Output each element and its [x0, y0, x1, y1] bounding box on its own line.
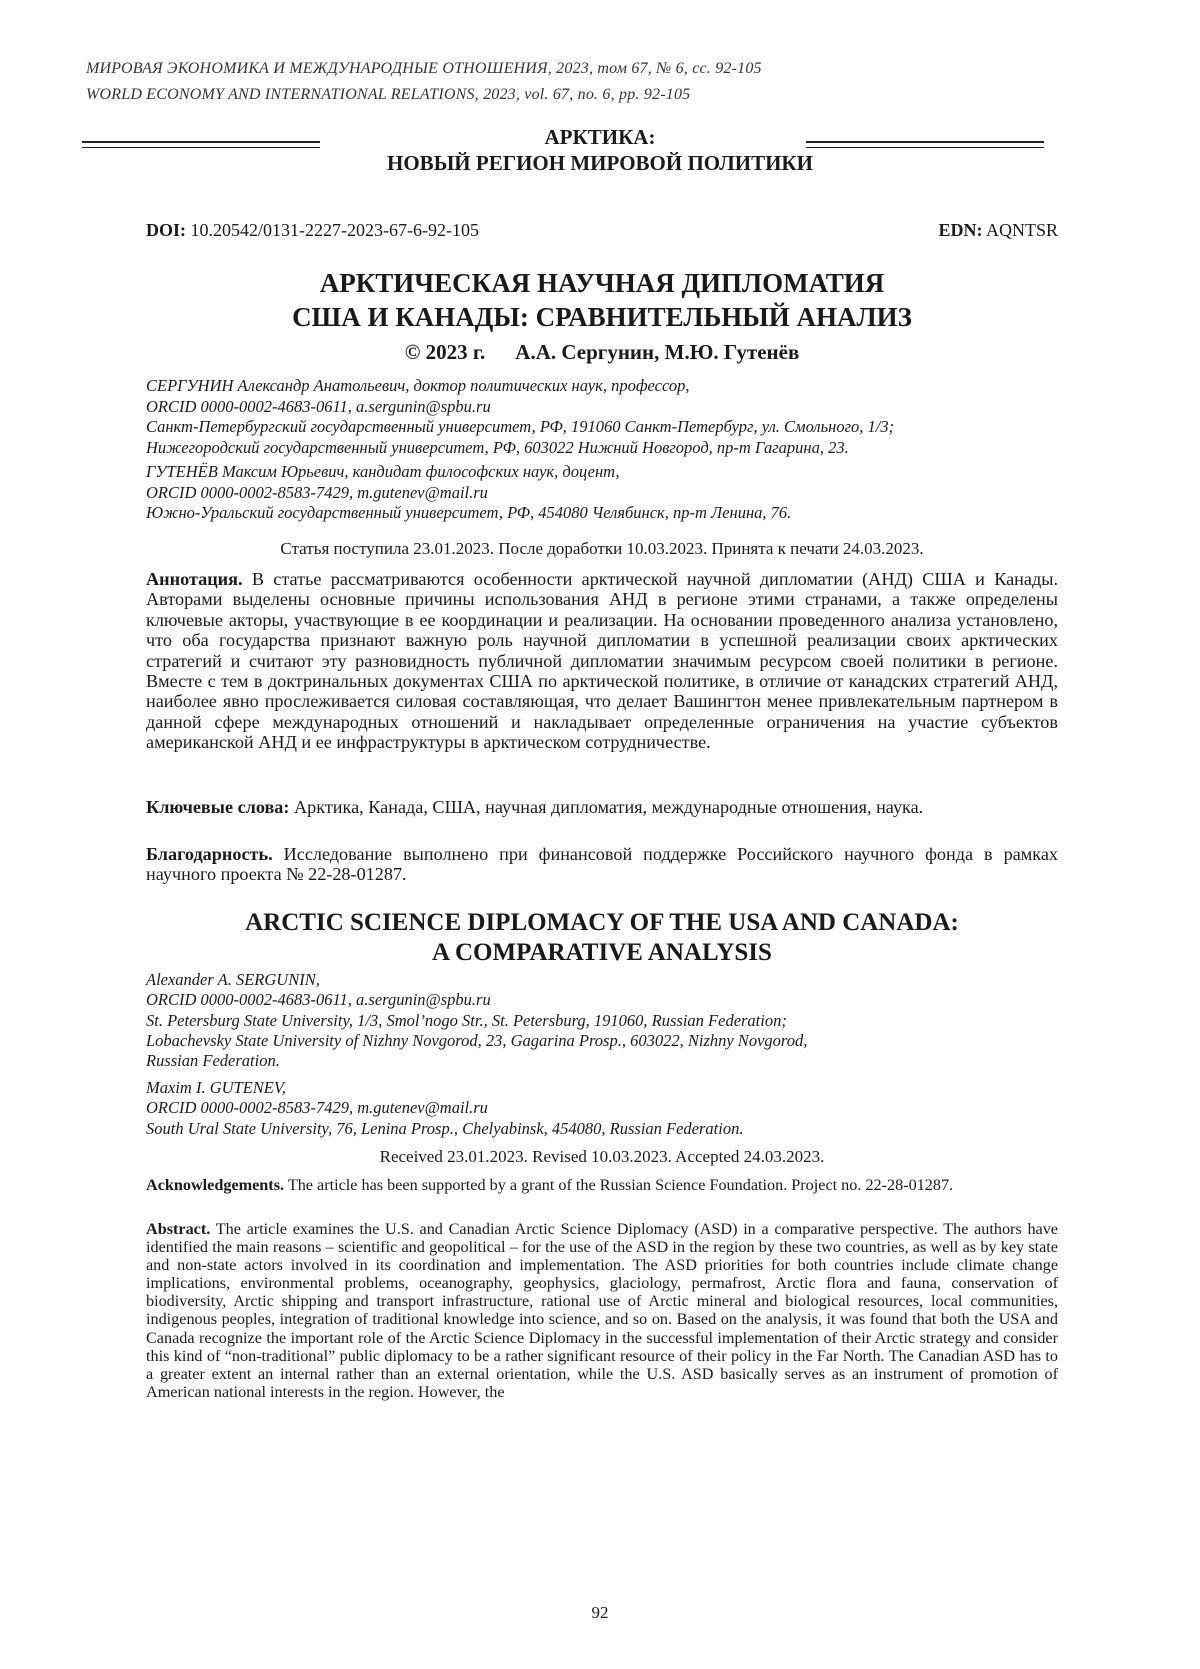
author1-info-ru	[146, 376, 1058, 458]
submission-dates-ru: Статья поступила 23.01.2023. После доработки 10.03.2023. Принята к печати 24.03.2023.	[280, 539, 924, 558]
journal-citation-en: WORLD ECONOMY AND INTERNATIONAL RELATIONS, 2023, vol. 67, no. 6, pp. 92-105	[86, 86, 691, 103]
author2-info-en	[146, 1078, 1058, 1139]
acknowledgement-ru-text: Исследование выполнено при финансовой поддержке Российского научного фонда в рамках научного проекта № 22-28-01287.	[146, 844, 1058, 885]
acknowledgement-ru	[146, 844, 1058, 885]
keywords-ru-text: Арктика, Канада, США, научная дипломатия, международные отношения, наука.	[294, 797, 924, 817]
acknowledgement-en	[146, 1176, 1058, 1194]
doi-value: 10.20542/0131-2227-2023-67-6-92-105	[190, 220, 479, 240]
author1-en-orcid: ORCID 0000-0002-4683-0611, a.sergunin@spbu.ru	[146, 990, 491, 1010]
author1-ru-orcid: ORCID 0000-0002-4683-0611, a.sergunin@spbu.ru	[146, 396, 491, 416]
author1-en-name: Alexander A. SERGUNIN,	[146, 970, 320, 989]
keywords-ru	[146, 797, 1058, 817]
keywords-ru-label: Ключевые слова:	[146, 797, 290, 817]
page-number: 92	[591, 1603, 609, 1622]
acknowledgement-en-text: The article has been supported by a grant of the Russian Science Foundation. Project no. 22-28-01287.	[287, 1176, 954, 1194]
edn-value: AQNTSR	[985, 220, 1058, 240]
author2-en-affiliation: South Ural State University, 76, Lenina Prosp., Chelyabinsk, 454080, Russian Federation.	[146, 1118, 744, 1138]
author1-ru-name: СЕРГУНИН Александр Анатольевич, доктор политических наук, профессор,	[146, 376, 690, 395]
doi-label: DOI:	[146, 220, 186, 240]
acknowledgement-en-label: Acknowledgements.	[146, 1176, 285, 1194]
abstract-en	[146, 1220, 1058, 1401]
author1-en-affiliation1: St. Petersburg State University, 1/3, Smol’nogo Str., St. Petersburg, 191060, Russian Federation;	[146, 1010, 787, 1030]
identifiers-row	[146, 220, 1058, 241]
author2-ru-name: ГУТЕНЁВ Максим Юрьевич, кандидат философских наук, доцент,	[146, 462, 620, 481]
abstract-ru	[146, 569, 1058, 753]
edn-label: EDN:	[938, 220, 983, 240]
article-title-ru	[146, 266, 1058, 334]
article-title-en-line2: A COMPARATIVE ANALYSIS	[432, 939, 772, 966]
author1-en-affiliation2-cont: Russian Federation.	[146, 1051, 280, 1071]
section-title-line1: АРКТИКА:	[544, 125, 656, 149]
author2-info-ru	[146, 462, 1058, 524]
copyright-year: © 2023 г.	[404, 340, 486, 364]
author2-en-orcid: ORCID 0000-0002-8583-7429, m.gutenev@mail.ru	[146, 1098, 488, 1118]
submission-dates-en: Received 23.01.2023. Revised 10.03.2023. Accepted 24.03.2023.	[379, 1147, 825, 1166]
authors-line-ru	[146, 340, 1058, 365]
author1-ru-affiliation1: Санкт-Петербургский государственный университет, РФ, 191060 Санкт-Петербург, ул. Смольного, 1/3;	[146, 417, 895, 436]
author1-ru-affiliation2: Нижегородский государственный университет, РФ, 603022 Нижний Новгород, пр-т Гагарина, 23.	[146, 437, 849, 457]
author-names-ru: А.А. Сергунин, М.Ю. Гутенёв	[515, 340, 800, 364]
author1-en-affiliation2: Lobachevsky State University of Nizhny Novgorod, 23, Gagarina Prosp., 603022, Nizhny Novgorod,	[146, 1030, 808, 1050]
article-title-ru-line1: АРКТИЧЕСКАЯ НАУЧНАЯ ДИПЛОМАТИЯ	[319, 268, 885, 298]
abstract-ru-label: Аннотация.	[146, 569, 243, 589]
abstract-en-label: Abstract.	[146, 1220, 211, 1238]
author2-en-name: Maxim I. GUTENEV,	[146, 1078, 286, 1097]
section-rule-left	[82, 141, 320, 149]
section-title	[340, 124, 860, 176]
author2-ru-orcid: ORCID 0000-0002-8583-7429, m.gutenev@mail.ru	[146, 482, 488, 502]
section-title-line2: НОВЫЙ РЕГИОН МИРОВОЙ ПОЛИТИКИ	[387, 151, 813, 175]
journal-citation-ru: МИРОВАЯ ЭКОНОМИКА И МЕЖДУНАРОДНЫЕ ОТНОШЕНИЯ, 2023, том 67, № 6, сс. 92-105	[86, 60, 762, 77]
abstract-en-text: The article examines the U.S. and Canadian Arctic Science Diplomacy (ASD) in a comparative perspective. The authors have identified the main reasons – scientific and geopolitical – for the use of the ASD in the region by these two countries, as well as by key state and non-state actors involved in its coordination and implementation. The ASD priorities for both countries include climate change implications, environmental problems, oceanography, geophysics, glaciology, permafrost, Arctic flora and fauna, conservation of biodiversity, Arctic shipping and transport infrastructure, rational use of Arctic mineral and biological resources, local communities, indigenous peoples, integration of traditional knowledge into science, and so on. Based on the analysis, it was found that both the USA and Canada recognize the important role of the Arctic Science Diplomacy in the successful implementation of their Arctic strategy and consider this kind of “non-traditional” public diplomacy to be a rather significant resource of their policy in the Far North. The Canadian ASD has to a greater extent an internal rather than an external orientation, while the U.S. ASD basically serves as an instrument of promotion of American national interests in the region. However, the	[146, 1220, 1058, 1401]
article-title-en	[146, 908, 1058, 968]
author2-ru-affiliation: Южно-Уральский государственный университет, РФ, 454080 Челябинск, пр-т Ленина, 76.	[146, 503, 792, 522]
acknowledgement-ru-label: Благодарность.	[146, 844, 273, 864]
article-title-en-line1: ARCTIC SCIENCE DIPLOMACY OF THE USA AND CANADA:	[245, 909, 959, 936]
article-title-ru-line2: США И КАНАДЫ: СРАВНИТЕЛЬНЫЙ АНАЛИЗ	[292, 302, 912, 332]
author1-info-en	[146, 970, 1058, 1071]
abstract-ru-text: В статье рассматриваются особенности арктической научной дипломатии (АНД) США и Канады. Авторами выделены основные причины использования АНД в регионе этими странами, а также определены ключевые акторы, участвующие в ее координации и реализации. На основании проведенного анализа установлено, что оба государства признают важную роль научной дипломатии в успешной реализации своих арктических стратегий и считают эту разновидность публичной дипломатии значимым ресурсом своей политики в регионе. Вместе с тем в доктринальных документах США по арктической политике, в отличие от канадских стратегий АНД, наиболее явно прослеживается силовая составляющая, что делает Вашингтон менее привлекательным партнером в данной сфере международных отношений и накладывает определенные ограничения на участие субъектов американской АНД и ее инфраструктуры в арктическом сотрудничестве.	[146, 569, 1058, 753]
